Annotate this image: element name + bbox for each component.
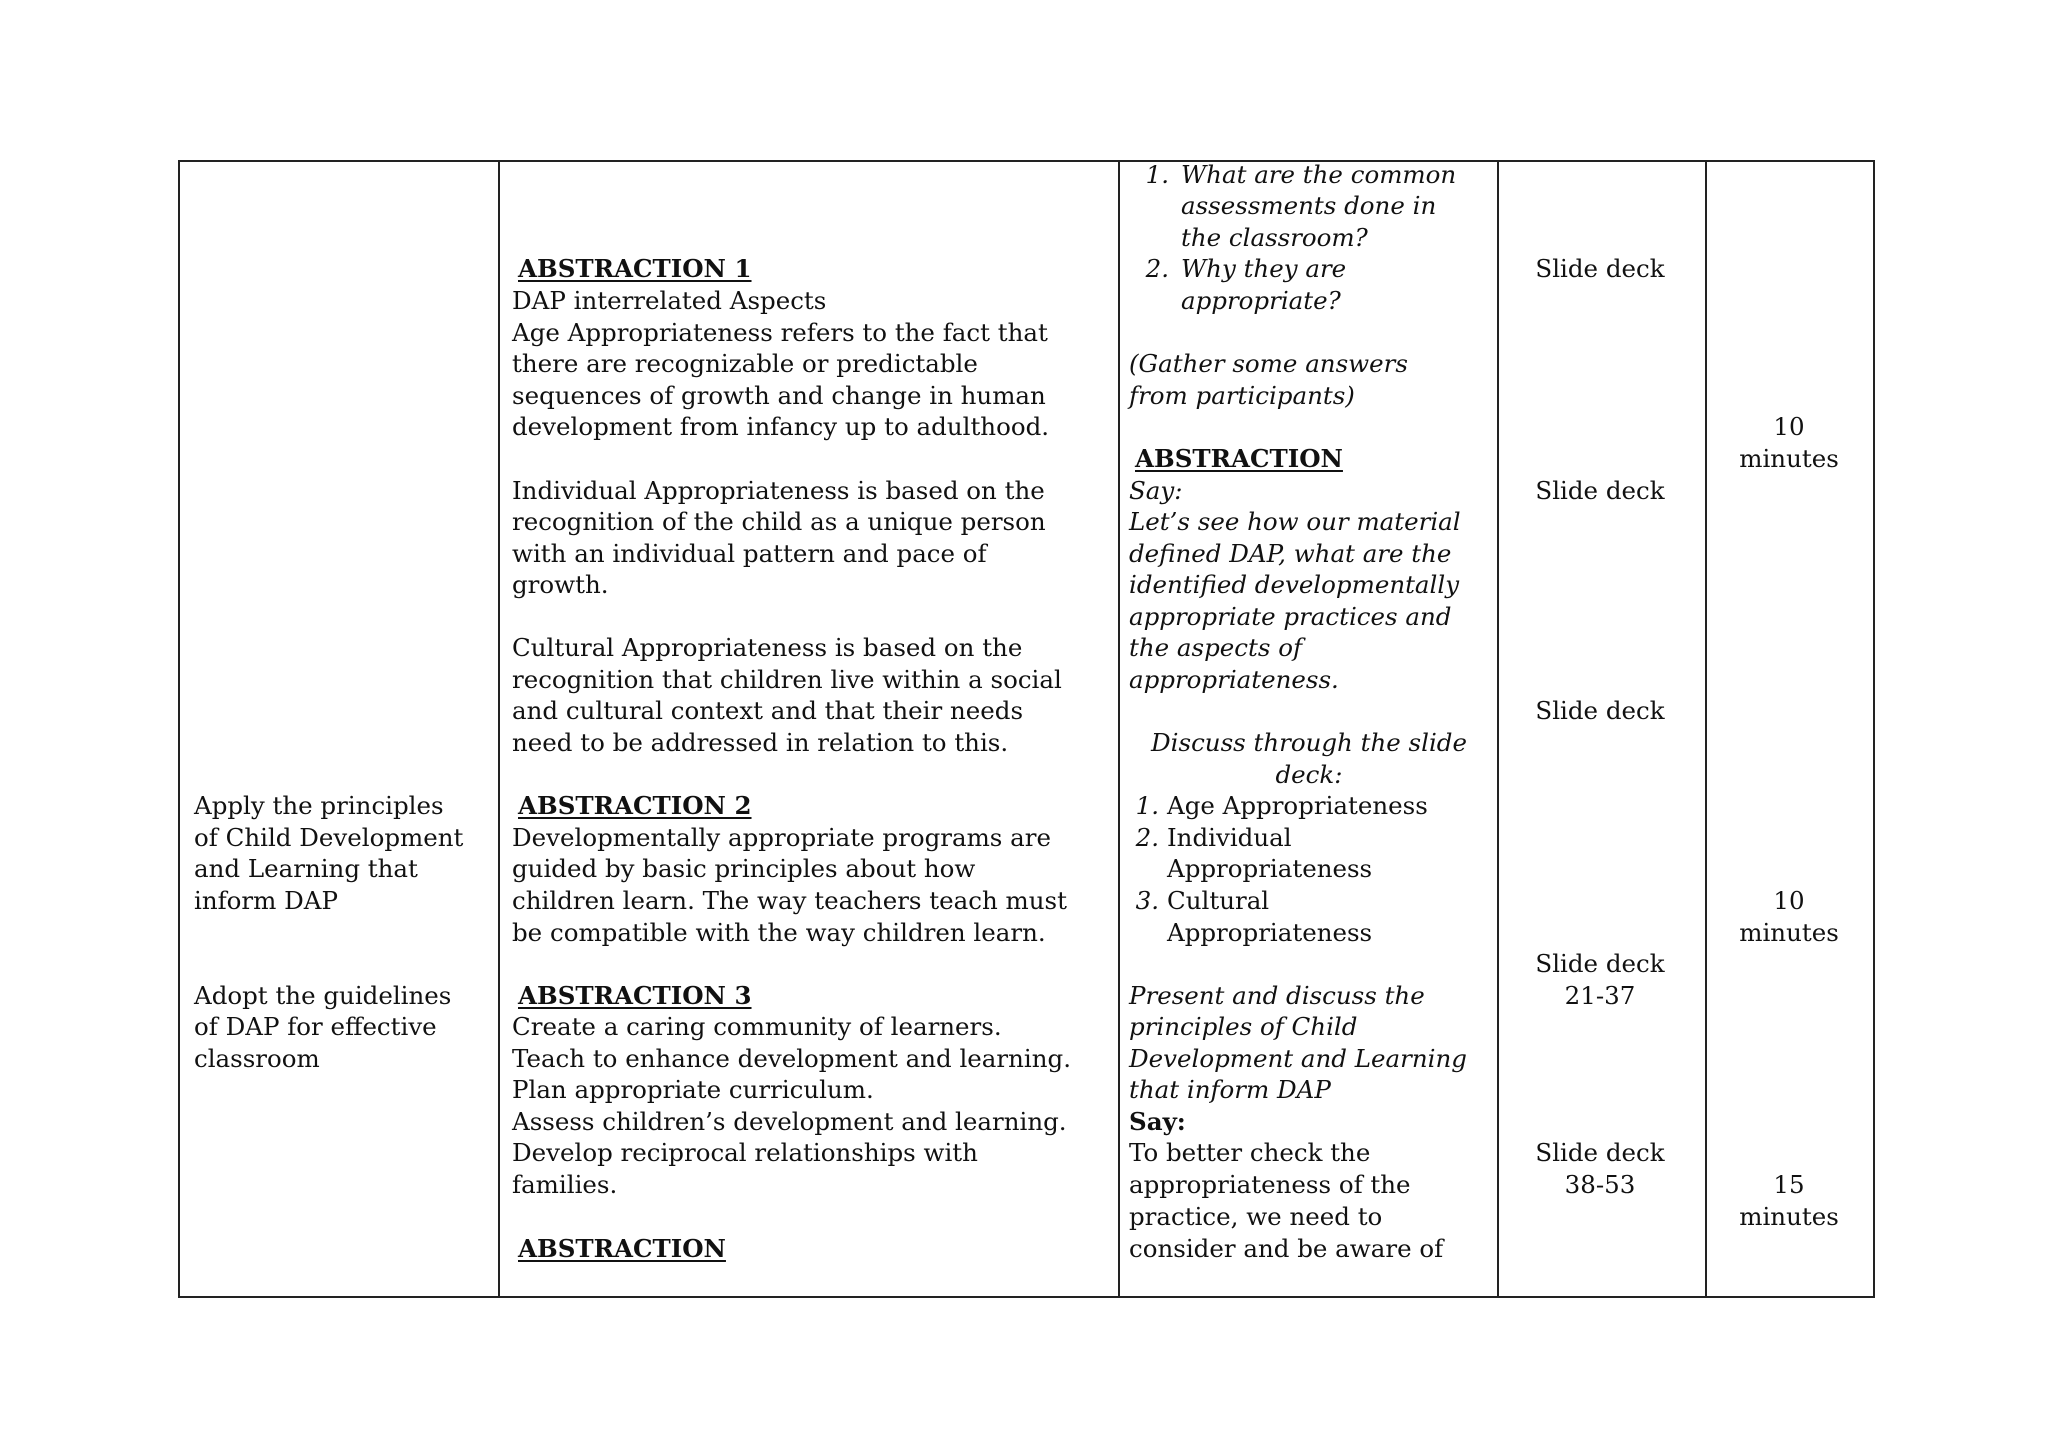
column-divider xyxy=(1118,162,1120,1296)
content-line: Develop reciprocal relationships with xyxy=(512,1138,978,1167)
aspect-list-item: 3. Cultural xyxy=(1135,886,1270,915)
objective-line: of DAP for effective xyxy=(194,1012,437,1041)
objective-line: classroom xyxy=(194,1044,320,1073)
abstraction-4-heading: ABSTRACTION xyxy=(518,1234,726,1263)
activity-line: that inform DAP xyxy=(1129,1075,1331,1104)
question-line: 2. Why they are xyxy=(1145,254,1347,283)
content-line: Plan appropriate curriculum. xyxy=(512,1075,874,1104)
objective-line: Apply the principles xyxy=(194,791,444,820)
objective-line: Adopt the guidelines xyxy=(194,981,452,1010)
slide-deck-label: Slide deck xyxy=(1535,949,1665,978)
time-value: 15 xyxy=(1773,1170,1805,1199)
activity-line: Let’s see how our material xyxy=(1129,507,1461,536)
activity-line: appropriateness. xyxy=(1129,665,1339,694)
content-line: Developmentally appropriate programs are xyxy=(512,823,1051,852)
content-line: and cultural context and that their needs xyxy=(512,696,1024,725)
discuss-line: deck: xyxy=(1275,760,1343,789)
slide-deck-label: Slide deck xyxy=(1535,696,1665,725)
activity-line: the aspects of xyxy=(1129,633,1303,662)
content-line: development from infancy up to adulthood. xyxy=(512,412,1050,441)
time-value: 10 xyxy=(1773,412,1805,441)
gather-note: (Gather some answers xyxy=(1129,349,1408,378)
objective-line: inform DAP xyxy=(194,886,338,915)
question-line: assessments done in xyxy=(1181,191,1437,220)
content-line: sequences of growth and change in human xyxy=(512,381,1046,410)
content-line: with an individual pattern and pace of xyxy=(512,539,987,568)
abstraction-1-heading: ABSTRACTION 1 xyxy=(518,254,752,283)
content-line: there are recognizable or predictable xyxy=(512,349,978,378)
content-line: children learn. The way teachers teach must xyxy=(512,886,1067,915)
column-divider xyxy=(1705,162,1707,1296)
content-line: DAP interrelated Aspects xyxy=(512,286,827,315)
time-unit: minutes xyxy=(1739,918,1839,947)
slide-range: 38-53 xyxy=(1564,1170,1636,1199)
content-line: Teach to enhance development and learning. xyxy=(512,1044,1071,1073)
slide-deck-label: Slide deck xyxy=(1535,1138,1665,1167)
content-line: families. xyxy=(512,1170,618,1199)
activity-line: Development and Learning xyxy=(1129,1044,1467,1073)
content-line: growth. xyxy=(512,570,609,599)
content-line: need to be addressed in relation to this. xyxy=(512,728,1009,757)
abstraction-2-heading: ABSTRACTION 2 xyxy=(518,791,752,820)
activity-line: To better check the xyxy=(1129,1138,1371,1167)
gather-note: from participants) xyxy=(1129,381,1355,410)
activity-line: appropriate practices and xyxy=(1129,602,1452,631)
objective-line: of Child Development xyxy=(194,823,464,852)
objective-line: and Learning that xyxy=(194,854,418,883)
activity-line: appropriateness of the xyxy=(1129,1170,1411,1199)
slide-deck-label: Slide deck xyxy=(1535,476,1665,505)
slide-deck-label: Slide deck xyxy=(1535,254,1665,283)
content-line: recognition of the child as a unique person xyxy=(512,507,1046,536)
time-value: 10 xyxy=(1773,886,1805,915)
content-line: be compatible with the way children learn. xyxy=(512,918,1046,947)
content-line: Individual Appropriateness is based on the xyxy=(512,476,1045,505)
activity-line: principles of Child xyxy=(1129,1012,1358,1041)
aspect-list-item: 2. Individual xyxy=(1135,823,1292,852)
time-unit: minutes xyxy=(1739,444,1839,473)
aspect-list-item: Appropriateness xyxy=(1167,854,1373,883)
activity-line: consider and be aware of xyxy=(1129,1234,1444,1263)
content-line: recognition that children live within a social xyxy=(512,665,1062,694)
say-label: Say: xyxy=(1129,476,1183,505)
content-line: Cultural Appropriateness is based on the xyxy=(512,633,1023,662)
question-line: appropriate? xyxy=(1181,286,1341,315)
discuss-line: Discuss through the slide xyxy=(1151,728,1467,757)
column-divider xyxy=(1497,162,1499,1296)
say-label: Say: xyxy=(1129,1107,1186,1136)
aspect-list-item: Appropriateness xyxy=(1167,918,1373,947)
activity-line: Present and discuss the xyxy=(1129,981,1425,1010)
aspect-list-item: 1. Age Appropriateness xyxy=(1135,791,1428,820)
content-line: Create a caring community of learners. xyxy=(512,1012,1002,1041)
abstraction-heading: ABSTRACTION xyxy=(1135,444,1343,473)
content-line: Age Appropriateness refers to the fact that xyxy=(512,318,1048,347)
question-line: the classroom? xyxy=(1181,223,1368,252)
abstraction-3-heading: ABSTRACTION 3 xyxy=(518,981,752,1010)
slide-range: 21-37 xyxy=(1564,981,1636,1010)
content-line: guided by basic principles about how xyxy=(512,854,976,883)
activity-line: defined DAP, what are the xyxy=(1129,539,1452,568)
column-divider xyxy=(498,162,500,1296)
question-line: 1. What are the common xyxy=(1145,160,1457,189)
activity-line: identified developmentally xyxy=(1129,570,1460,599)
activity-line: practice, we need to xyxy=(1129,1202,1383,1231)
content-line: Assess children’s development and learning. xyxy=(512,1107,1067,1136)
time-unit: minutes xyxy=(1739,1202,1839,1231)
